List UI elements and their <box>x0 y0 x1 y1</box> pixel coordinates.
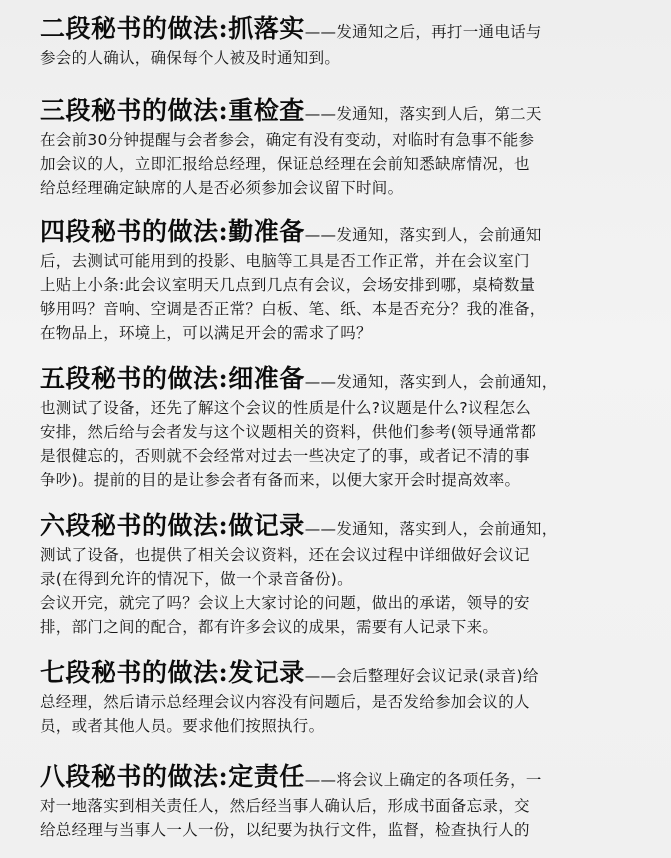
section-first-line <box>40 509 645 543</box>
section-body-line: 录(在得到允许的情况下，做一个录音备份)。 <box>40 570 353 588</box>
section-body-line: 争吵)。提前的目的是让参会者有备而来，以便大家开会时提高效率。 <box>40 471 521 489</box>
page-bottom-edge <box>0 854 671 858</box>
section-first-line <box>40 362 645 396</box>
section-body-line: 在物品上，环境上，可以满足开会的需求了吗？ <box>40 324 372 342</box>
section-body-line: 会议开完，就完了吗？会议上大家讨论的问题，做出的承诺，领导的安 <box>40 594 530 612</box>
section-level-2 <box>40 12 645 70</box>
section-level-5 <box>40 362 645 492</box>
section-body-line: 也测试了设备，还先了解这个会议的性质是什么?议题是什么?议程怎么 <box>40 399 532 417</box>
section-heading: 五段秘书的做法:细准备 <box>40 364 305 393</box>
section-body-line: 员，或者其他人员。要求他们按照执行。 <box>40 717 325 735</box>
section-body-line: 总经理，然后请示总经理会议内容没有问题后，是否发给参加会议的人 <box>40 693 530 711</box>
section-body-line: 测试了设备，也提供了相关会议资料，还在会议过程中详细做好会议记 <box>40 546 530 564</box>
section-level-4 <box>40 215 645 345</box>
section-body-line: 安排，然后给与会者发与这个议题相关的资料，供他们参考(领导通常都 <box>40 423 537 441</box>
section-body-line: 上贴上小条:此会议室明天几点到几点有会议，会场安排到哪，桌椅数量 <box>40 276 536 294</box>
section-body-line: 加会议的人，立即汇报给总经理，保证总经理在会前知悉缺席情况，也 <box>40 155 530 173</box>
section-lead-text: ——会后整理好会议记录(录音)给 <box>304 667 539 685</box>
section-lead-text: ——将会议上确定的各项任务，一 <box>304 771 542 789</box>
section-first-line <box>40 12 645 46</box>
section-lead-text: ——发通知，落实到人，会前通知 <box>304 226 542 244</box>
section-first-line <box>40 760 645 794</box>
section-heading: 四段秘书的做法:勤准备 <box>40 217 305 246</box>
section-lead-text: ——发通知，落实到人，会前通知， <box>304 520 558 538</box>
section-body-line: 是很健忘的，否则就不会经常对过去一些决定了的事，或者记不清的事 <box>40 447 530 465</box>
section-level-7 <box>40 656 645 738</box>
section-body-line: 对一地落实到相关责任人，然后经当事人确认后，形成书面备忘录，交 <box>40 797 530 815</box>
section-heading: 二段秘书的做法:抓落实 <box>40 14 305 43</box>
section-heading: 七段秘书的做法:发记录 <box>40 658 305 687</box>
section-body-line: 够用吗？音响、空调是否正常？白板、笔、纸、本是否充分？我的准备， <box>40 300 546 318</box>
section-body-line: 给总经理确定缺席的人是否必须参加会议留下时间。 <box>40 179 404 197</box>
section-heading: 三段秘书的做法:重检查 <box>40 96 305 125</box>
section-level-8 <box>40 760 645 842</box>
section-first-line <box>40 215 645 249</box>
section-lead-text: ——发通知，落实到人，会前通知， <box>304 373 558 391</box>
section-body-line: 参会的人确认，确保每个人被及时通知到。 <box>40 49 341 67</box>
section-first-line <box>40 94 645 128</box>
section-first-line <box>40 656 645 690</box>
section-body-line: 后，去测试可能用到的投影、电脑等工具是否工作正常，并在会议室门 <box>40 252 530 270</box>
section-heading: 八段秘书的做法:定责任 <box>40 762 305 791</box>
section-lead-text: ——发通知，落实到人后，第二天 <box>304 105 542 123</box>
section-level-6 <box>40 509 645 639</box>
section-body-line: 排，部门之间的配合，都有许多会议的成果，需要有人记录下来。 <box>40 618 499 636</box>
section-lead-text: ——发通知之后，再打一通电话与 <box>304 23 542 41</box>
section-level-3 <box>40 94 645 200</box>
section-body-line: 在会前30分钟提醒与会者参会，确定有没有变动，对临时有急事不能参 <box>40 131 535 149</box>
section-body-line: 给总经理与当事人一人一份，以纪要为执行文件，监督，检查执行人的 <box>40 821 530 839</box>
section-heading: 六段秘书的做法:做记录 <box>40 511 305 540</box>
